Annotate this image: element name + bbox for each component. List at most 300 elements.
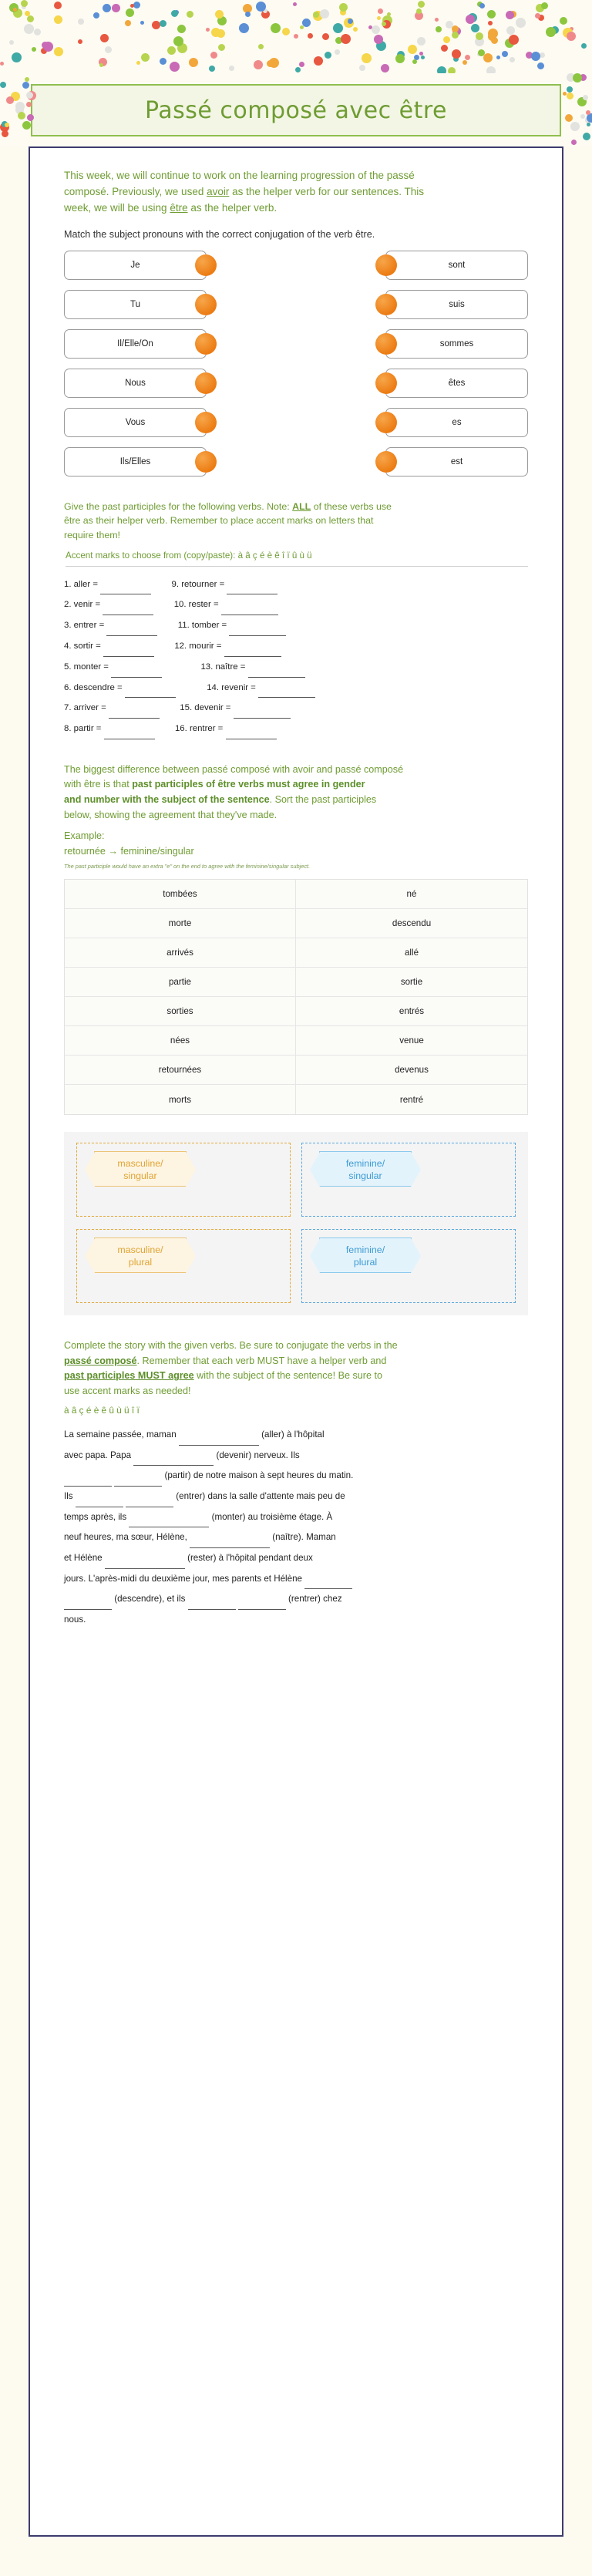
- confetti-dot: [487, 10, 496, 19]
- drop-zone-feminine-singular[interactable]: [301, 1143, 516, 1217]
- confetti-dot: [313, 12, 319, 18]
- confetti-dot: [93, 12, 99, 19]
- confetti-dot: [54, 47, 63, 56]
- verb-answer-blank[interactable]: [258, 689, 315, 698]
- confetti-dot: [112, 4, 120, 12]
- table-row[interactable]: [65, 938, 527, 968]
- verb-label: 2. venir =: [64, 600, 101, 610]
- story-text: La semaine passée, maman: [64, 1429, 179, 1440]
- confetti-dot: [210, 52, 217, 59]
- matching-activity[interactable]: [64, 251, 528, 476]
- story-answer-blank[interactable]: [238, 1601, 286, 1610]
- verb-answer-blank[interactable]: [106, 627, 157, 636]
- bucket-label-line1: feminine/: [345, 1158, 385, 1170]
- confetti-dot: [362, 53, 372, 63]
- confetti-dot: [441, 45, 448, 52]
- verb-label: 1. aller =: [64, 579, 99, 589]
- connector-knob-icon[interactable]: [195, 333, 217, 355]
- confetti-dot: [24, 24, 34, 34]
- verb-row[interactable]: [64, 698, 528, 719]
- table-row[interactable]: [65, 997, 527, 1026]
- verb-answer-blank[interactable]: [109, 709, 160, 719]
- story-head-a: Complete the story with the given verbs. Be sure to conjugate the verbs in the: [64, 1340, 398, 1352]
- verb-label: 6. descendre =: [64, 682, 123, 692]
- connector-knob-icon[interactable]: [195, 372, 217, 394]
- bucket-label-masculine-plural: [94, 1237, 187, 1273]
- confetti-dot: [476, 32, 483, 40]
- pronoun-label: Vous: [125, 417, 146, 427]
- bucket-label-line2: plural: [353, 1256, 378, 1268]
- confetti-dot: [417, 37, 426, 45]
- participle-cell[interactable]: partie: [65, 968, 296, 997]
- confetti-dot: [378, 8, 383, 14]
- drop-zone-feminine-plural[interactable]: [301, 1229, 516, 1303]
- match-row[interactable]: [64, 447, 528, 476]
- confetti-dot: [320, 9, 329, 19]
- confetti-dot: [25, 77, 29, 82]
- confetti-dot: [229, 66, 234, 71]
- confetti-dot: [418, 1, 425, 8]
- confetti-dot: [295, 67, 301, 72]
- matching-instruction: Match the subject pronouns with the correct conjugation of the verb être.: [64, 228, 375, 240]
- confetti-dot: [160, 20, 166, 27]
- confetti-dot: [239, 23, 249, 33]
- confetti-dot: [78, 39, 82, 44]
- verb-answer-blank[interactable]: [221, 606, 278, 615]
- connector-knob-icon[interactable]: [195, 451, 217, 473]
- table-row[interactable]: [65, 1085, 527, 1114]
- confetti-dot: [6, 96, 14, 104]
- confetti-dot: [581, 43, 587, 49]
- participle-cell[interactable]: devenus: [296, 1056, 527, 1085]
- conjugation-pill[interactable]: [385, 251, 528, 280]
- confetti-dot: [437, 66, 446, 73]
- match-row[interactable]: [64, 251, 528, 280]
- confetti-dot: [436, 26, 442, 32]
- verb-row[interactable]: [64, 678, 528, 699]
- confetti-dot: [395, 54, 405, 63]
- confetti-dot: [325, 52, 331, 59]
- participles-instruction: [64, 500, 528, 543]
- confetti-dot: [12, 52, 22, 62]
- accent-helper-story[interactable]: à â ç é è ê û ù ü î ï: [64, 1405, 140, 1416]
- participles-answer-grid[interactable]: [64, 574, 528, 739]
- verb-row[interactable]: [64, 636, 528, 657]
- confetti-dot: [448, 67, 456, 73]
- confetti-dot: [256, 2, 266, 12]
- participle-cell[interactable]: morte: [65, 909, 296, 938]
- confetti-dot: [99, 63, 103, 67]
- story-text: (devenir) nerveux. Ils: [214, 1450, 300, 1460]
- verb-answer-blank[interactable]: [224, 648, 281, 657]
- participle-cell[interactable]: tombées: [65, 880, 296, 909]
- intro-paragraph: [64, 168, 528, 217]
- conjugation-label: suis: [449, 299, 465, 309]
- verb-label: 8. partir =: [64, 724, 102, 734]
- confetti-dot: [567, 86, 573, 93]
- connector-knob-icon[interactable]: [195, 254, 217, 276]
- confetti-dot: [419, 52, 423, 56]
- drop-zone-masculine-plural[interactable]: [76, 1229, 291, 1303]
- story-text: (entrer) dans la salle d'attente mais peu de: [173, 1491, 345, 1502]
- confetti-dot: [125, 20, 131, 26]
- confetti-dot: [18, 112, 25, 120]
- verb-label: 5. monter =: [64, 662, 109, 672]
- sort-row-plural[interactable]: [76, 1229, 516, 1303]
- match-row[interactable]: [64, 329, 528, 359]
- conjugation-pill[interactable]: [385, 329, 528, 359]
- intro-line-1: This week, we will continue to work on the learning progression of the passé: [64, 170, 415, 181]
- participle-cell[interactable]: allé: [296, 938, 527, 968]
- participle-cell[interactable]: venue: [296, 1026, 527, 1056]
- verb-row[interactable]: [64, 615, 528, 636]
- verb-label: 7. arriver =: [64, 703, 106, 713]
- story-head-b: . Remember that each verb MUST have a helper verb and: [136, 1355, 387, 1366]
- participle-cell[interactable]: sortie: [296, 968, 527, 997]
- story-text: (monter) au troisième étage. À: [209, 1511, 333, 1522]
- confetti-dot: [435, 18, 439, 22]
- participle-word-bank-table[interactable]: [64, 879, 528, 1115]
- verb-answer-blank[interactable]: [248, 668, 305, 678]
- confetti-dot: [26, 102, 32, 107]
- table-row[interactable]: [65, 1026, 527, 1056]
- verb-label: 16. rentrer =: [174, 724, 224, 734]
- story-answer-blank[interactable]: [129, 1518, 209, 1527]
- participle-cell[interactable]: morts: [65, 1085, 296, 1114]
- pronoun-pill[interactable]: [64, 447, 207, 476]
- pp-note-all: ALL: [292, 500, 311, 512]
- story-answer-blank[interactable]: [64, 1601, 112, 1610]
- confetti-dot: [382, 22, 386, 26]
- confetti-dot: [516, 18, 526, 28]
- confetti-dot: [408, 45, 417, 54]
- connector-knob-icon[interactable]: [375, 451, 397, 473]
- confetti-dot: [133, 2, 140, 8]
- pp-note-line2: être as their helper verb. Remember to place accent marks on letters that: [64, 515, 374, 527]
- confetti-dot: [126, 8, 134, 17]
- agree-line-1: The biggest difference between passé composé with avoir and passé composé: [64, 763, 404, 775]
- pronoun-label: Je: [130, 260, 140, 270]
- page-title: Passé composé avec être: [145, 96, 447, 124]
- example-label: Example:: [64, 830, 105, 842]
- confetti-dot: [372, 25, 380, 34]
- story-answer-blank[interactable]: [114, 1477, 162, 1487]
- story-text: neuf heures, ma sœur, Hélène,: [64, 1532, 190, 1543]
- table-row[interactable]: [65, 909, 527, 938]
- participle-cell[interactable]: sorties: [65, 997, 296, 1026]
- conjugation-label: es: [452, 417, 462, 427]
- verb-answer-blank[interactable]: [227, 585, 278, 594]
- match-row[interactable]: [64, 408, 528, 437]
- participle-cell[interactable]: descendu: [296, 909, 527, 938]
- pp-note-a: Give the past participles for the following verbs. Note:: [64, 500, 293, 512]
- pronoun-pill[interactable]: [64, 408, 207, 437]
- sorting-area[interactable]: [64, 1132, 528, 1315]
- confetti-dot: [170, 62, 180, 72]
- confetti-dot: [333, 23, 343, 33]
- verb-answer-blank[interactable]: [111, 668, 162, 678]
- confetti-dot: [465, 55, 470, 60]
- conjugation-pill[interactable]: [385, 290, 528, 319]
- pronoun-pill[interactable]: [64, 290, 207, 319]
- verb-answer-blank[interactable]: [103, 606, 153, 615]
- story-text: Ils: [64, 1491, 76, 1502]
- confetti-dot: [136, 61, 140, 65]
- participle-cell[interactable]: arrivés: [65, 938, 296, 968]
- verb-label: 12. mourir =: [174, 641, 222, 651]
- confetti-dot: [2, 130, 8, 137]
- confetti-dot: [348, 19, 353, 24]
- confetti-dot: [339, 3, 348, 12]
- story-text: (naître). Maman: [270, 1532, 336, 1543]
- agree-line-3b: . Sort the past participles: [269, 794, 377, 805]
- confetti-dot: [479, 3, 485, 8]
- match-row[interactable]: [64, 290, 528, 319]
- confetti-dot: [478, 49, 485, 56]
- confetti-dot: [22, 82, 29, 89]
- verb-answer-blank[interactable]: [104, 730, 155, 739]
- confetti-dot: [215, 10, 224, 19]
- confetti-dot: [381, 64, 389, 72]
- confetti-dot: [13, 8, 17, 12]
- verb-answer-blank[interactable]: [125, 689, 176, 698]
- confetti-dot: [105, 46, 112, 53]
- bucket-label-masculine-singular: [94, 1151, 187, 1187]
- pronoun-label: Ils/Elles: [119, 456, 151, 466]
- confetti-dot: [189, 58, 198, 67]
- confetti-dot: [374, 35, 383, 44]
- confetti-dot: [510, 57, 515, 62]
- connector-knob-icon[interactable]: [375, 294, 397, 315]
- confetti-dot: [359, 65, 365, 71]
- confetti-dot: [443, 36, 450, 43]
- pronoun-pill[interactable]: [64, 369, 207, 398]
- connector-knob-icon[interactable]: [375, 254, 397, 276]
- confetti-dot: [567, 32, 576, 41]
- confetti-dot: [471, 24, 479, 32]
- confetti-dot: [452, 32, 459, 39]
- story-text: jours. L'après-midi du deuxième jour, mes parents et Hélène: [64, 1573, 305, 1584]
- confetti-dot: [565, 114, 573, 122]
- confetti-dot: [496, 56, 500, 59]
- confetti-dot: [506, 26, 515, 35]
- verb-answer-blank[interactable]: [229, 627, 286, 636]
- confetti-dot: [299, 62, 304, 67]
- confetti-dot: [271, 23, 281, 33]
- story-text: nous.: [64, 1615, 86, 1625]
- story-instruction: [64, 1339, 528, 1399]
- confetti-dot: [5, 123, 9, 127]
- confetti-dot: [171, 10, 178, 17]
- verb-row[interactable]: [64, 657, 528, 678]
- confetti-dot: [546, 27, 556, 37]
- confetti-dot: [322, 33, 329, 40]
- confetti-dot: [0, 62, 4, 66]
- intro-line-3a: week, we will be using: [64, 201, 170, 214]
- confetti-dot: [502, 51, 508, 57]
- confetti-dot: [177, 25, 186, 33]
- verb-answer-blank[interactable]: [103, 648, 154, 657]
- table-row[interactable]: [65, 968, 527, 997]
- confetti-dot: [103, 4, 111, 12]
- confetti-dot: [335, 49, 340, 55]
- verb-answer-blank[interactable]: [226, 730, 277, 739]
- verb-label: 9. retourner =: [171, 579, 225, 589]
- confetti-dot: [412, 59, 417, 64]
- confetti-dot: [293, 2, 297, 6]
- confetti-dot: [187, 11, 193, 18]
- confetti-dot: [300, 25, 304, 29]
- sort-row-singular[interactable]: [76, 1143, 516, 1217]
- confetti-dot: [587, 123, 590, 126]
- confetti-dot: [421, 56, 425, 59]
- agree-line-4: below, showing the agreement that they've made.: [64, 809, 278, 820]
- confetti-dot: [282, 28, 290, 35]
- confetti-dot: [314, 56, 323, 66]
- confetti-dot: [466, 15, 475, 24]
- confetti-dot: [27, 114, 34, 121]
- bucket-label-line1: feminine/: [345, 1244, 385, 1256]
- confetti-dot: [452, 49, 461, 59]
- confetti-dot: [160, 58, 166, 65]
- story-answer-blank[interactable]: [190, 1539, 270, 1548]
- connector-knob-icon[interactable]: [375, 333, 397, 355]
- participle-cell[interactable]: entrés: [296, 997, 527, 1026]
- story-head-bold1: passé composé: [64, 1355, 137, 1366]
- story-text: (rentrer) chez: [285, 1594, 342, 1605]
- confetti-dot: [416, 8, 422, 14]
- confetti-dot: [537, 62, 544, 69]
- agree-line-2-bold: past participles of être verbs must agree in gender: [132, 779, 365, 790]
- bucket-label-feminine-plural: [319, 1237, 412, 1273]
- confetti-dot: [509, 35, 519, 45]
- confetti-dot: [100, 34, 109, 42]
- confetti-dot: [254, 60, 263, 69]
- confetti-dot: [540, 52, 545, 58]
- bucket-label-line2: singular: [348, 1170, 382, 1181]
- match-row[interactable]: [64, 369, 528, 398]
- story-head-d: use accent marks as needed!: [64, 1385, 191, 1396]
- intro-link-avoir: avoir: [207, 185, 230, 197]
- verb-label: 13. naître =: [200, 662, 246, 672]
- confetti-dot: [341, 34, 351, 44]
- verb-row[interactable]: [64, 594, 528, 615]
- story-answer-blank[interactable]: [304, 1580, 352, 1589]
- confetti-dot: [541, 2, 548, 9]
- confetti-band-top: [0, 0, 592, 73]
- confetti-dot: [130, 4, 134, 8]
- confetti-dot: [245, 12, 251, 17]
- confetti-dot: [535, 13, 540, 19]
- story-text: (rester) à l'hôpital pendant deux: [184, 1553, 313, 1564]
- confetti-dot: [0, 82, 6, 88]
- story-text: (descendre), et ils: [112, 1594, 188, 1605]
- confetti-dot: [294, 34, 298, 39]
- confetti-dot: [560, 17, 567, 25]
- confetti-dot: [571, 140, 577, 145]
- conjugation-label: sommes: [439, 338, 474, 349]
- confetti-dot: [491, 37, 498, 44]
- agreement-instruction: [64, 763, 528, 823]
- story-answer-blank[interactable]: [126, 1498, 173, 1507]
- participle-cell[interactable]: rentré: [296, 1085, 527, 1114]
- conjugation-pill[interactable]: [385, 447, 528, 476]
- confetti-dot: [27, 15, 34, 22]
- confetti-dot: [173, 36, 183, 46]
- verb-label: 3. entrer =: [64, 621, 105, 631]
- story-answer-blank[interactable]: [188, 1601, 236, 1610]
- story-answer-blank[interactable]: [105, 1560, 185, 1569]
- story-answer-blank[interactable]: [133, 1456, 214, 1466]
- confetti-dot: [32, 47, 36, 52]
- confetti-dot: [269, 58, 279, 68]
- confetti-dot: [209, 66, 215, 72]
- story-text: et Hélène: [64, 1553, 105, 1564]
- title-box: [31, 84, 561, 136]
- connector-knob-icon[interactable]: [195, 412, 217, 433]
- story-answer-blank[interactable]: [179, 1436, 259, 1446]
- participle-cell[interactable]: retournées: [65, 1056, 296, 1085]
- confetti-dot: [218, 44, 225, 51]
- connector-knob-icon[interactable]: [375, 372, 397, 394]
- confetti-dot: [42, 42, 49, 49]
- bucket-label-feminine-singular: [319, 1151, 412, 1187]
- bucket-label-line2: singular: [123, 1170, 157, 1181]
- worksheet-sheet: [29, 146, 563, 2537]
- verb-row[interactable]: [64, 574, 528, 595]
- intro-line-2b: as the helper verb for our sentences. This: [229, 185, 424, 197]
- connector-knob-icon[interactable]: [375, 412, 397, 433]
- verb-answer-blank[interactable]: [234, 709, 291, 719]
- pronoun-pill[interactable]: [64, 329, 207, 359]
- verb-answer-blank[interactable]: [100, 585, 151, 594]
- confetti-dot: [26, 92, 33, 99]
- conjugation-pill[interactable]: [385, 369, 528, 398]
- accent-helper-participles[interactable]: Accent marks to choose from (copy/paste): à â ç é è ê î ï û ù ü: [66, 551, 528, 567]
- confetti-dot: [486, 66, 496, 73]
- story-answer-blank[interactable]: [64, 1477, 112, 1487]
- confetti-dot: [506, 11, 514, 19]
- connector-knob-icon[interactable]: [195, 294, 217, 315]
- intro-line-2a: composé. Previously, we used: [64, 185, 207, 197]
- title-band: [0, 73, 592, 146]
- verb-label: 14. revenir =: [207, 682, 256, 692]
- pronoun-label: Il/Elle/On: [117, 338, 153, 349]
- conjugation-label: sont: [448, 260, 466, 270]
- confetti-dot: [54, 2, 62, 9]
- confetti-dot: [531, 52, 540, 61]
- confetti-dot: [583, 95, 588, 100]
- confetti-dot: [206, 28, 210, 32]
- verb-label: 11. tomber =: [177, 621, 227, 631]
- participle-cell[interactable]: né: [296, 880, 527, 909]
- confetti-dot: [488, 21, 493, 25]
- table-row[interactable]: [65, 880, 527, 909]
- verb-label: 10. rester =: [173, 600, 219, 610]
- conjugation-pill[interactable]: [385, 408, 528, 437]
- confetti-dot: [308, 33, 313, 39]
- example-text: retournée → feminine/singular: [64, 846, 194, 857]
- pronoun-label: Tu: [130, 299, 140, 309]
- drop-zone-masculine-singular[interactable]: [76, 1143, 291, 1217]
- story-answer-blank[interactable]: [76, 1498, 123, 1507]
- pronoun-pill[interactable]: [64, 251, 207, 280]
- participle-cell[interactable]: nées: [65, 1026, 296, 1056]
- story-fill-in-blank[interactable]: [64, 1425, 528, 1631]
- verb-row[interactable]: [64, 719, 528, 739]
- verb-label: 4. sortir =: [64, 641, 101, 651]
- table-row[interactable]: [65, 1056, 527, 1085]
